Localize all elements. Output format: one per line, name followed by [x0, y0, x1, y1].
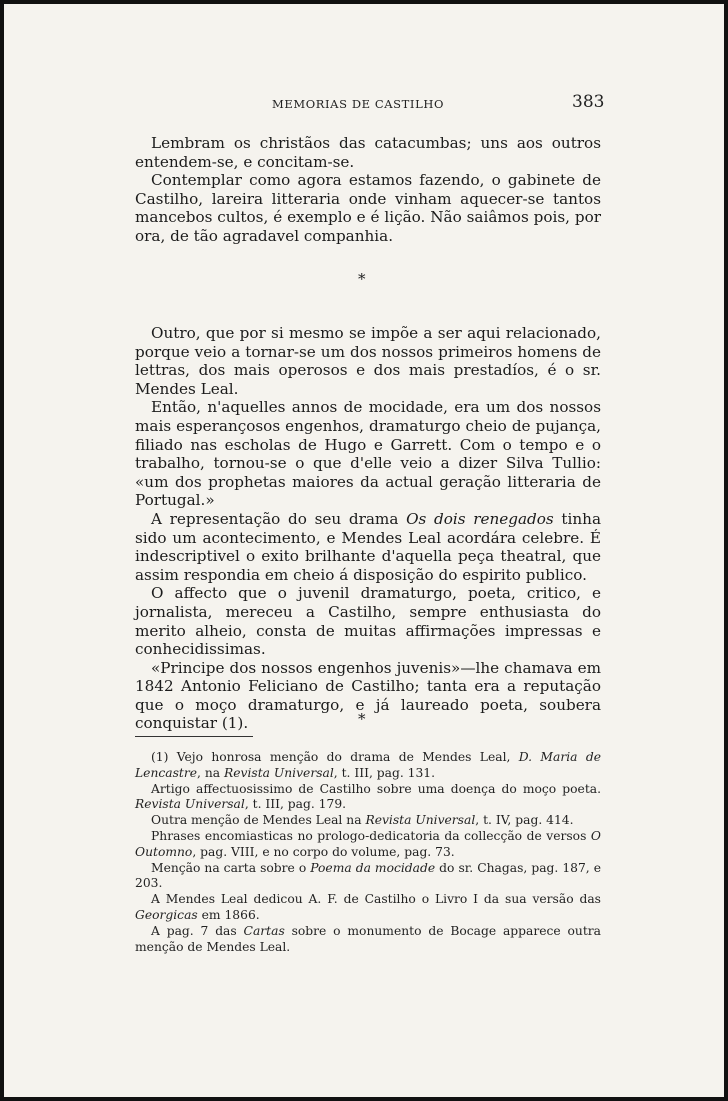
text-run: , t. III, pag. 179.: [244, 797, 347, 812]
work-title: O Outomno: [135, 828, 601, 859]
running-title: MEMORIAS DE CASTILHO: [272, 97, 444, 111]
work-title: Poema da mocidade: [310, 860, 436, 875]
footnote: [135, 892, 601, 924]
opening-paragraphs: [135, 134, 601, 246]
paragraph: Outro, que por si mesmo se impõe a ser aqui relacionado, porque veio a tornar-se um dos nossos primeiros homens de lettras, dos mais operosos e dos mais prestadíos, é o sr. Mendes Leal.: [135, 324, 601, 398]
footnote: [135, 813, 601, 829]
running-header: [4, 90, 724, 118]
footnote: [135, 782, 601, 814]
text-run: sobre o monumento de Bocage apparece outra menção de Mendes Leal.: [135, 923, 601, 954]
paragraph: O affecto que o juvenil dramaturgo, poeta, critico, e jornalista, mereceu a Castilho, sempre enthusiasta do merito alheio, consta de muitas affirmações impressas e conhecidissimas.: [135, 584, 601, 659]
text-run: , t. IV, pag. 414.: [475, 813, 574, 828]
work-title: Os dois renegados: [406, 509, 554, 528]
main-paragraphs: [135, 324, 601, 733]
text-run: , pag. VIII, e no corpo do volume, pag. 73.: [192, 844, 455, 859]
text-run: , t. III, pag. 131.: [333, 765, 436, 780]
work-title: D. Maria de Lencastre: [135, 750, 601, 780]
work-title: Revista Universal: [135, 797, 245, 812]
book-page: [4, 4, 724, 1097]
text-run: (1) Vejo honrosa menção do drama de Mendes Leal,: [151, 750, 519, 764]
footnote: [135, 829, 601, 861]
text-run: Outra menção de Mendes Leal na: [151, 813, 366, 828]
footnote: [135, 750, 601, 782]
paragraph: «Principe dos nossos engenhos juvenis»—lhe chamava em 1842 Antonio Feliciano de Castilho; tanta era a reputação que o moço dramaturgo, e já laureado poeta, soubera conquistar (1).: [135, 658, 601, 733]
footnote: [135, 924, 601, 956]
work-title: Revista Universal: [365, 813, 476, 828]
paragraph: Então, n'aquelles annos de mocidade, era um dos nossos mais esperançosos engenhos, dramaturgo cheio de pujança, filiado nas escholas de Hugo e Garrett. Com o tempo e o trabalho, tornou-se o que d'elle veio a dizer Silva Tullio: «um dos prophetas maiores da actual geração litteraria de Portugal.»: [135, 398, 601, 510]
footnote-rule: [135, 736, 253, 737]
text-run: do sr. Chagas, pag. 187, e 203.: [135, 860, 601, 891]
paragraph: Contemplar como agora estamos fazendo, o gabinete de Castilho, lareira litteraria onde vinham aquecer-se tantos mancebos cultos, é exemplo e é lição. Não saiâmos pois, por ora, de tão agradavel companhia.: [135, 171, 601, 245]
text-run: Phrases encomiasticas no prologo-dedicatoria da collecção de versos: [151, 828, 591, 843]
text-run: A Mendes Leal dedicou A. F. de Castilho o Livro I da sua versão das: [151, 892, 601, 907]
paragraph: Lembram os christãos das catacumbas; uns aos outros entendem-se, e concitam-se.: [135, 134, 601, 171]
text-run: A representação do seu drama: [151, 509, 407, 528]
paragraph: [135, 510, 601, 584]
footnote: [135, 861, 601, 893]
text-run: tinha sido um acontecimento, e Mendes Leal acordára celebre. É indescriptivel o exito brilhante d'aquella peça theatral, que assim respondia em cheio á disposição do espirito publico.: [135, 509, 602, 584]
page-number: 383: [572, 92, 605, 112]
text-run: , na: [197, 765, 224, 780]
work-title: Revista Universal: [223, 765, 334, 780]
work-title: Cartas: [243, 923, 285, 938]
section-separator: *: [358, 710, 366, 728]
footnotes: [135, 750, 601, 955]
text-run: em 1866.: [197, 907, 260, 922]
text-run: A pag. 7 das: [151, 923, 244, 938]
section-separator: *: [358, 270, 366, 288]
work-title: Georgicas: [135, 907, 198, 922]
text-run: Artigo affectuosissimo de Castilho sobre uma doença do moço poeta.: [151, 781, 601, 796]
text-run: Menção na carta sobre o: [151, 860, 311, 875]
